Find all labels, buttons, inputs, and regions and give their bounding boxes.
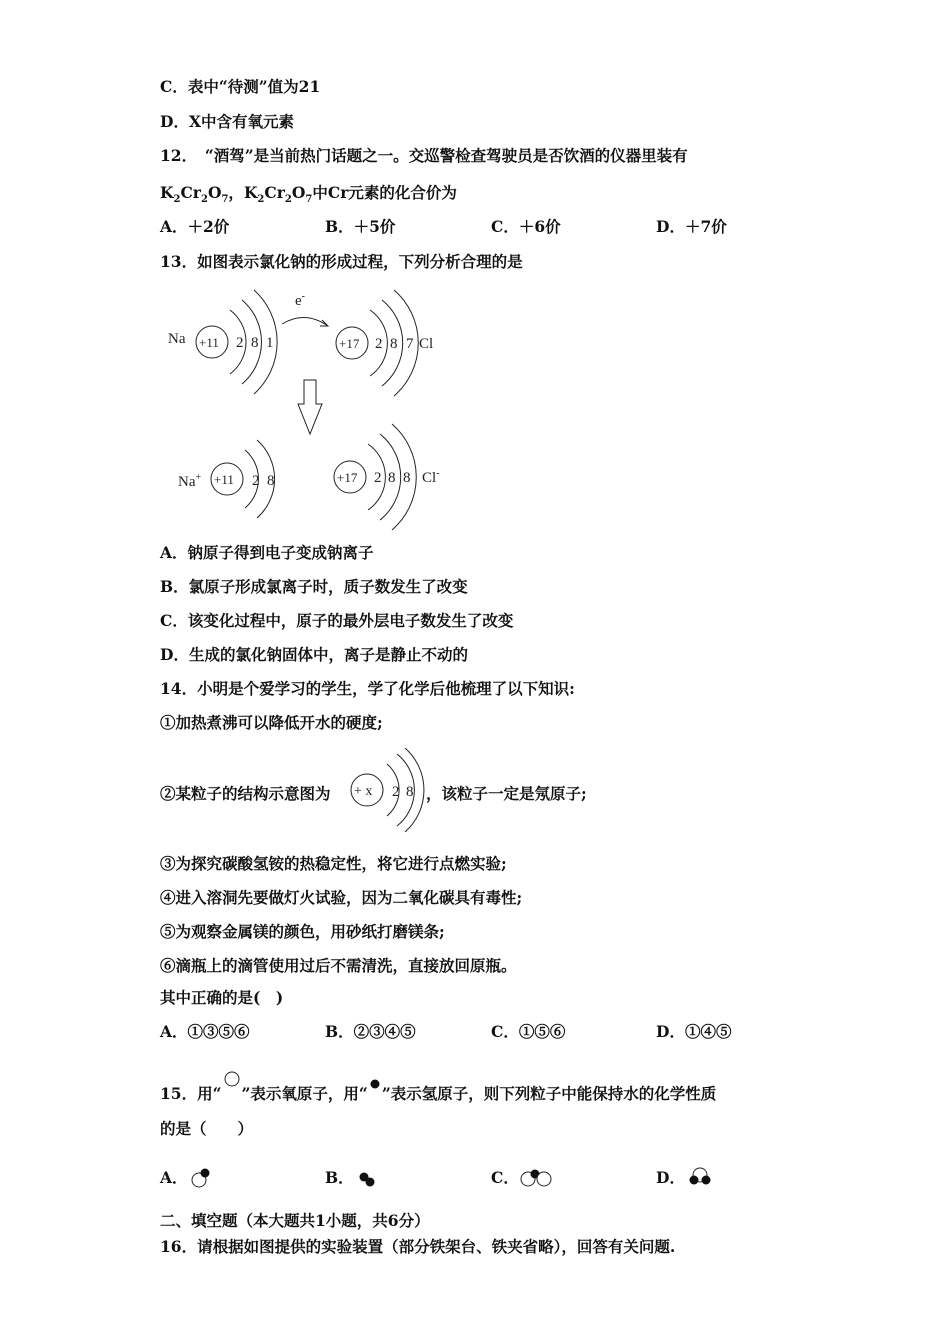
cl-shell-value: 2 [375,336,383,352]
q14-item-4: ④进入溶洞先要做灯火试验，因为二氧化碳具有毒性; [160,888,523,907]
q14-option-b: B．②③④⑤ [325,1022,416,1041]
q12-option-c: C．＋6价 [491,217,561,236]
na-ion-label: Na+ [178,472,202,490]
cl-ion-shell-value: 8 [388,470,396,486]
q13-option-d: D．生成的氯化钠固体中，离子是静止不动的 [160,645,468,664]
particle-structure-diagram [345,748,425,832]
q12-stem-line1: 12． “酒驾”是当前热门话题之一。交巡警检查驾驶员是否饮酒的仪器里装有 [160,146,688,165]
na-nucleus-charge: +11 [199,335,219,350]
down-arrow-icon [298,380,322,434]
electron-label: e- [295,291,306,309]
q14-item-3: ③为探究碳酸氢铵的热稳定性，将它进行点燃实验; [160,854,507,873]
cl-ion-nucleus-charge: +17 [337,470,358,485]
cl-nucleus-charge: +17 [339,336,360,351]
particle-nucleus-label: + x [354,784,373,799]
na-ion-shell-value: 2 [252,473,260,489]
q12-stem-line2: $K_2Cr_2O_7$，$K_2Cr_2O_7$中Cr元素的化合价为 [160,183,457,206]
q14-item-1: ①加热煮沸可以降低开水的硬度; [160,713,383,732]
hydrogen-atom-icon [368,1077,382,1091]
cl-shell-value: 8 [390,336,398,352]
nacl-formation-diagram [160,280,460,535]
q11-option-d: D．X中含有氧元素 [160,112,294,131]
q15-option-a: A． [160,1165,214,1191]
particle-shell-value: 2 [392,784,400,800]
molecule-a-icon [188,1165,214,1191]
q12-option-a: A．＋2价 [160,217,230,236]
na-shell-value: 2 [236,335,244,351]
q14-item-2-suffix: ，该粒子一定是氖原子; [426,784,587,803]
cl-ion-shell-value: 8 [403,470,411,486]
q15-option-c: C． [491,1165,559,1191]
q14-option-a: A．①③⑤⑥ [160,1022,250,1041]
na-shell-value: 1 [266,335,274,351]
oxygen-atom-icon [222,1069,242,1089]
q16-stem: 16．请根据如图提供的实验装置（部分铁架台、铁夹省略），回答有关问题. [160,1237,676,1256]
molecule-b-icon [354,1165,380,1191]
q14-option-d: D．①④⑤ [656,1022,732,1041]
q13-option-b: B．氯原子形成氯离子时，质子数发生了改变 [160,577,468,596]
na-ion-nucleus-charge: +11 [214,472,234,487]
molecule-d-icon [685,1165,715,1191]
q14-stem: 14．小明是个爱学习的学生，学了化学后他梳理了以下知识: [160,679,575,698]
molecule-c-icon [519,1165,559,1191]
q14-item-2-prefix: ②某粒子的结构示意图为 [160,784,331,803]
cl-label: Cl [419,336,434,352]
na-shell-value: 8 [251,335,259,351]
particle-shell-value: 8 [406,784,414,800]
q14-item-6: ⑥滴瓶上的滴管使用过后不需清洗，直接放回原瓶。 [160,956,517,975]
q12-option-d: D．＋7价 [656,217,727,236]
electron-transfer-arrow [282,317,328,326]
q11-option-c: C．表中“待测”值为21 [160,77,321,96]
q15-option-b: B． [325,1165,380,1191]
cl-shell-value: 7 [406,336,414,352]
cl-ion-shell-value: 2 [374,470,382,486]
q15-stem: 15．用“ ”表示氧原子，用“ ”表示氢原子，则下列粒子中能保持水的化学性质 [160,1069,716,1104]
q14-option-c: C．①⑤⑥ [491,1022,566,1041]
section-2-heading: 二、填空题（本大题共1小题，共6分） [160,1211,430,1230]
q13-option-a: A．钠原子得到电子变成钠离子 [160,543,374,562]
q14-item-5: ⑤为观察金属镁的颜色，用砂纸打磨镁条; [160,922,445,941]
q15-stem-line2: 的是（ ） [160,1119,254,1138]
q15-option-d: D． [656,1165,715,1191]
q12-option-b: B．＋5价 [325,217,396,236]
cl-ion-label: Cl- [422,468,440,486]
na-ion-shell-value: 8 [267,473,275,489]
na-label: Na [168,331,186,347]
q13-option-c: C．该变化过程中，原子的最外层电子数发生了改变 [160,611,514,630]
q14-question: 其中正确的是( ) [160,988,284,1007]
q13-stem: 13．如图表示氯化钠的形成过程，下列分析合理的是 [160,252,523,271]
